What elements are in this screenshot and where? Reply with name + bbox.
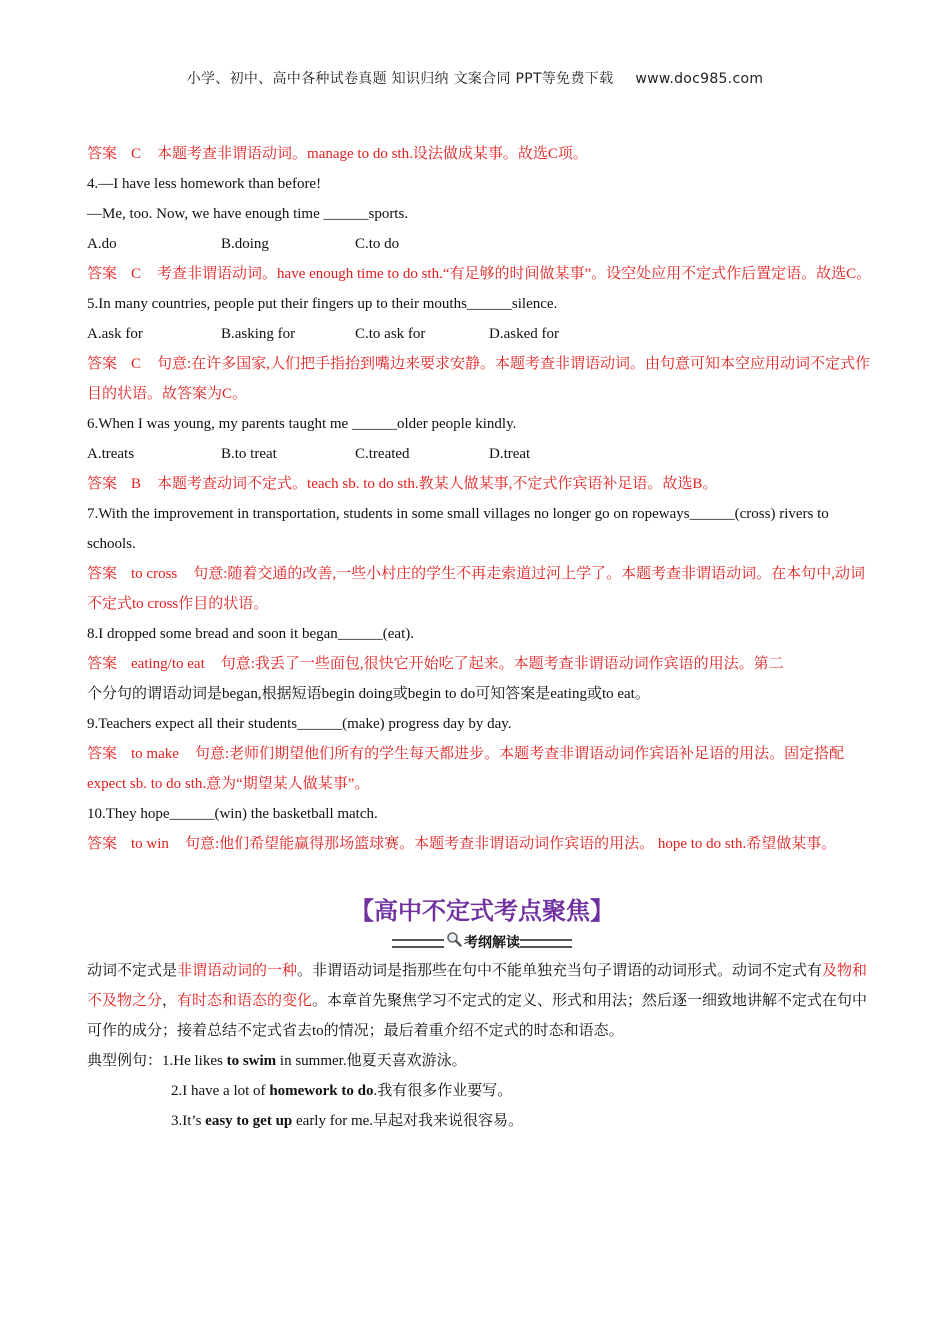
subhead-label: 考纲解读 (464, 935, 520, 951)
option-b: B.to treat (221, 446, 277, 462)
answer-3: 答案 C 本题考查非谓语动词。manage to do sth.设法做成某事。故选C项。 (87, 146, 588, 162)
question-4-options (87, 229, 877, 259)
double-rule-left (392, 939, 444, 948)
option-c: C.to do (355, 236, 400, 252)
option-b: B.doing (221, 236, 269, 252)
question-8: 8.I dropped some bread and soon it began______(eat). (87, 626, 414, 642)
option-b: B.asking for (221, 326, 296, 342)
option-c: C.to ask for (355, 326, 426, 342)
section-title: 【高中不定式考点聚焦】 (350, 897, 614, 925)
header-url[interactable]: www.doc985.com (635, 71, 764, 87)
answer-6: 答案 B 本题考查动词不定式。teach sb. to do sth.教某人做某事,不定式作宾语补足语。故选B。 (87, 476, 718, 492)
answer-8: 答案 eating/to eat 句意:我丢了一些面包,很快它开始吃了起来。本题考查非谓语动词作宾语的用法。第二 (87, 656, 784, 672)
question-6-options (87, 439, 877, 469)
question-4: 4.—I have less homework than before! (87, 176, 322, 192)
option-a: A.treats (87, 446, 135, 462)
page-header (0, 68, 950, 88)
answer-9: 答案 to make 句意:老师们期望他们所有的学生每天都进步。本题考查非谓语动词作宾语补足语的用法。固定搭配expect sb. to do sth.意为“期望某人做某事”。 (87, 746, 845, 792)
option-a: A.ask for (87, 326, 143, 342)
answer-8-continued: 个分句的谓语动词是began,根据短语begin doing或begin to do可知答案是eating或to eat。 (87, 686, 650, 702)
option-c: C.treated (355, 446, 410, 462)
answer-7: 答案 to cross 句意:随着交通的改善,一些小村庄的学生不再走索道过河上学了。本题考查非谓语动词。在本句中,动词不定式to cross作目的状语。 (87, 566, 865, 612)
option-d: D.asked for (489, 326, 559, 342)
question-6: 6.When I was young, my parents taught me ______older people kindly. (87, 416, 517, 432)
question-9: 9.Teachers expect all their students______(make) progress day by day. (87, 716, 512, 732)
magnifier-icon (446, 930, 462, 956)
double-rule-right (520, 939, 572, 948)
answer-5: 答案 C 句意:在许多国家,人们把手指抬到嘴边来要求安静。本题考查非谓语动词。由句意可知本空应用动词不定式作目的状语。故答案为C。 (87, 356, 870, 402)
example-3: 3.It’s easy to get up early for me.早起对我来说很容易。 (171, 1113, 524, 1129)
question-4-line2: —Me, too. Now, we have enough time ______sports. (87, 206, 409, 222)
question-5: 5.In many countries, people put their fingers up to their mouths______silence. (87, 296, 558, 312)
answer-4: 答案 C 考查非谓语动词。have enough time to do sth.“有足够的时间做某事”。设空处应用不定式作后置定语。故选C。 (87, 266, 872, 282)
intro-paragraph: 动词不定式是非谓语动词的一种。非谓语动词是指那些在句中不能单独充当句子谓语的动词形式。动词不定式有及物和不及物之分，有时态和语态的变化。本章首先聚焦学习不定式的定义、形式和用法；然后逐一细致地讲解不定式在句中可作的成分；接着总结不定式省去to的情况；最后着重介绍不定式的时态和语态。 (87, 963, 868, 1039)
question-5-options (87, 319, 877, 349)
document-body (87, 139, 877, 1136)
example-1: 典型例句：1.He likes to swim in summer.他夏天喜欢游泳。 (87, 1053, 467, 1069)
examples (87, 1046, 877, 1136)
header-text: 小学、初中、高中各种试卷真题 知识归纳 文案合同 PPT等免费下载 (186, 71, 614, 87)
answer-10: 答案 to win 句意:他们希望能赢得那场篮球赛。本题考查非谓语动词作宾语的用法。 hope to do sth.希望做某事。 (87, 836, 837, 852)
option-d: D.treat (489, 446, 531, 462)
question-10: 10.They hope______(win) the basketball match. (87, 806, 378, 822)
section-subhead (87, 930, 877, 956)
question-7: 7.With the improvement in transportation, students in some small villages no longer go on ropeways______(cross) rivers to schools. (87, 506, 829, 552)
option-a: A.do (87, 236, 117, 252)
example-2: 2.I have a lot of homework to do.我有很多作业要写。 (171, 1083, 513, 1099)
